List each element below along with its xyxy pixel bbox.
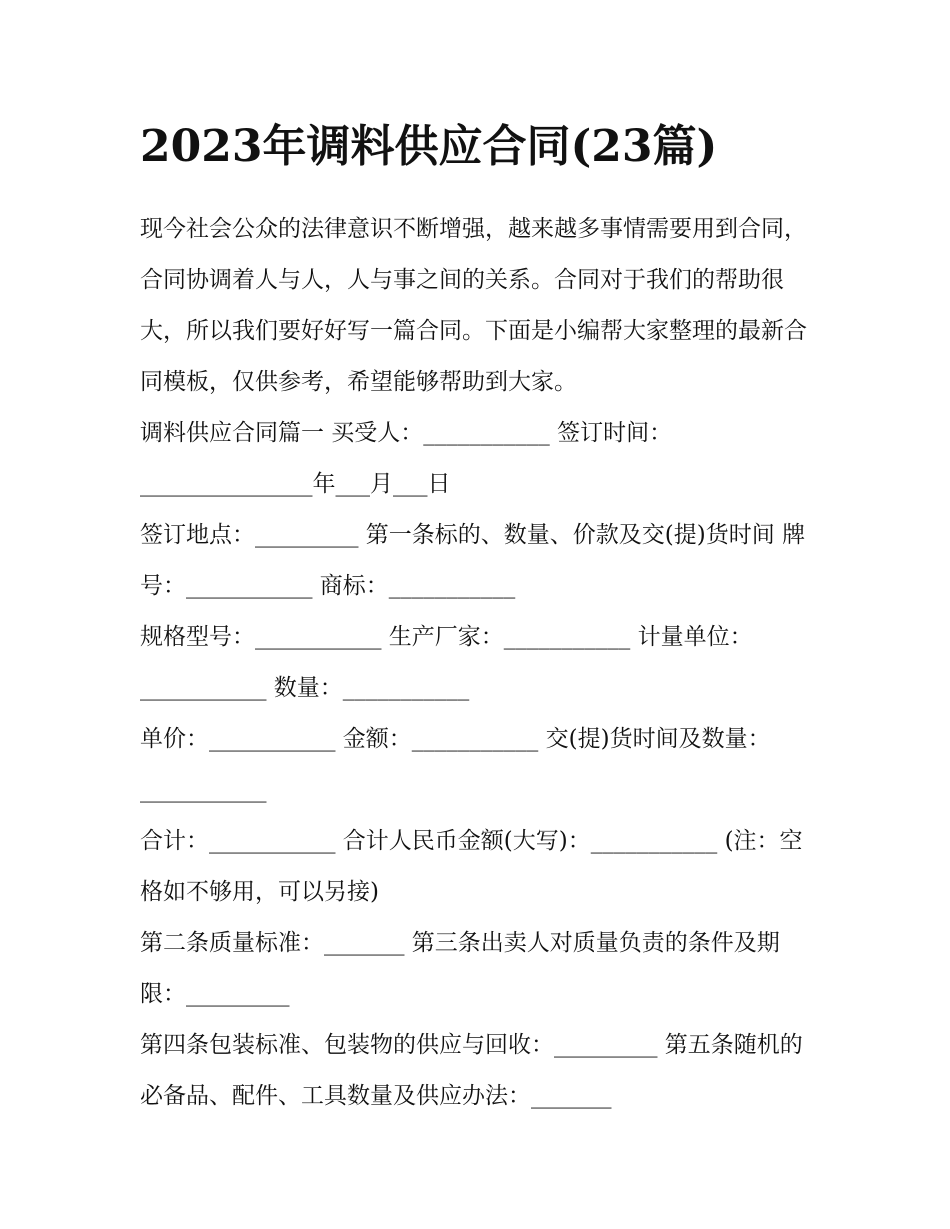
contract-buyer-line: 调料供应合同篇一 买受人：___________ 签订时间：_______________年___月___日 (140, 420, 673, 497)
contract-quality-line: 第二条质量标准：_______ 第三条出卖人对质量负责的条件及期限：_________ (140, 930, 780, 1007)
contract-place-line: 签订地点：_________ 第一条标的、数量、价款及交(提)货时间 牌号：___________ 商标：___________ (140, 522, 806, 599)
contract-total-line: 合计：___________ 合计人民币金额(大写)：___________ (注：空格如不够用，可以另接) (140, 828, 803, 905)
document-body (140, 204, 820, 1122)
contract-packaging-line: 第四条包装标准、包装物的供应与回收：_________ 第五条随机的必备品、配件、工具数量及供应办法：_______ (140, 1032, 803, 1109)
contract-price-line: 单价：___________ 金额：___________ 交(提)货时间及数量：___________ (140, 726, 771, 803)
contract-spec-line: 规格型号：___________ 生产厂家：___________ 计量单位：___________ 数量：___________ (140, 624, 753, 701)
intro-paragraph: 现今社会公众的法律意识不断增强，越来越多事情需要用到合同，合同协调着人与人，人与事之间的关系。合同对于我们的帮助很大，所以我们要好好写一篇合同。下面是小编帮大家整理的最新合同模板，仅供参考，希望能够帮助到大家。 (140, 216, 807, 395)
document-title: 2023年调料供应合同(23篇) (140, 121, 718, 172)
document-page (140, 118, 820, 1122)
